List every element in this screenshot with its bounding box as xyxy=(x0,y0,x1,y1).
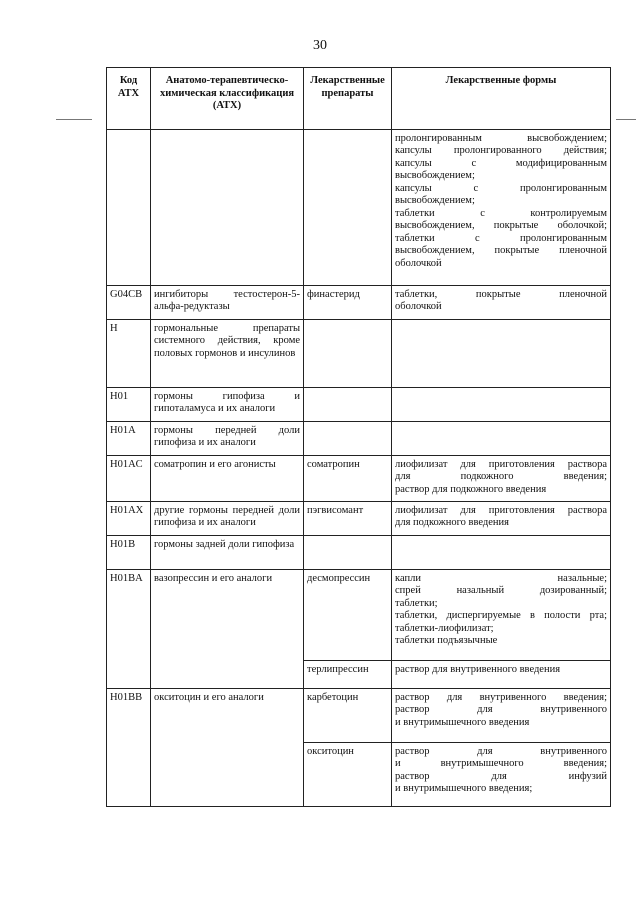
forms-cell xyxy=(392,660,611,688)
table-row xyxy=(107,285,611,319)
form-line: высвобождением; xyxy=(395,195,475,206)
form-line: высвобождением, покрытые оболочкой; xyxy=(395,220,607,231)
form-line: капсулы с модифицированным xyxy=(395,157,607,169)
drug-cell: терлипрессин xyxy=(304,660,392,688)
forms-cell xyxy=(392,569,611,660)
form-line: для подкожного введения xyxy=(395,517,509,528)
table-body xyxy=(107,129,611,806)
page-number: 30 xyxy=(313,38,327,53)
code-cell: G04CB xyxy=(107,285,151,319)
drug-cell: карбетоцин xyxy=(304,688,392,742)
code-cell xyxy=(107,129,151,285)
table-header-row xyxy=(107,68,611,130)
form-line: капсулы пролонгированного действия; xyxy=(395,145,607,156)
form-line: и внутримышечного введения; xyxy=(395,783,533,794)
header-drugs: Лекарственные препараты xyxy=(304,68,392,130)
forms-cell xyxy=(392,742,611,806)
drug-cell: соматропин xyxy=(304,455,392,501)
table-row xyxy=(107,501,611,535)
form-line: раствор для инфузий xyxy=(395,770,607,782)
code-cell: H01AX xyxy=(107,501,151,535)
form-line: лиофилизат для приготовления раствора xyxy=(395,504,607,516)
form-line: раствор для подкожного введения xyxy=(395,483,547,495)
code-cell: H xyxy=(107,319,151,387)
atx-table xyxy=(106,67,611,807)
forms-cell xyxy=(392,501,611,535)
table-row xyxy=(107,535,611,569)
classification-cell: вазопрессин и его аналоги xyxy=(151,569,304,688)
form-line: раствор для внутривенного введения xyxy=(395,663,561,675)
table-row xyxy=(107,421,611,455)
forms-cell xyxy=(392,421,611,455)
drug-cell: пэгвисомант xyxy=(304,501,392,535)
form-line: таблетки; xyxy=(395,597,438,609)
form-line: раствор для внутривенного xyxy=(395,745,607,757)
header-classification: Анатомо-терапевтическо-химическая классификация (АТХ) xyxy=(151,68,304,130)
drug-cell: финастерид xyxy=(304,285,392,319)
form-line: таблетки-лиофилизат; xyxy=(395,622,494,634)
classification-cell: соматропин и его агонисты xyxy=(151,455,304,501)
form-line: оболочкой xyxy=(395,301,442,312)
form-line: высвобождением, покрытые пленочной xyxy=(395,245,607,256)
classification-cell: окситоцин и его аналоги xyxy=(151,688,304,806)
form-line: оболочкой xyxy=(395,257,442,269)
header-forms: Лекарственные формы xyxy=(392,68,611,130)
drug-cell xyxy=(304,387,392,421)
form-line: и внутримышечного введения; xyxy=(395,758,607,769)
classification-cell: гормоны передней доли гипофиза и их аналоги xyxy=(151,421,304,455)
form-line: спрей назальный дозированный; xyxy=(395,585,607,596)
right-margin-mark xyxy=(616,119,636,120)
drug-cell xyxy=(304,535,392,569)
form-line: таблетки подъязычные xyxy=(395,635,498,646)
form-line: для подкожного введения; xyxy=(395,471,607,482)
classification-cell: другие гормоны передней доли гипофиза и их аналоги xyxy=(151,501,304,535)
form-line: лиофилизат для приготовления раствора xyxy=(395,458,607,470)
classification-cell: гормоны задней доли гипофиза xyxy=(151,535,304,569)
code-cell: H01AC xyxy=(107,455,151,501)
left-margin-mark xyxy=(56,119,92,120)
code-cell: H01A xyxy=(107,421,151,455)
form-line: раствор для внутривенного введения; xyxy=(395,691,607,703)
code-cell: H01B xyxy=(107,535,151,569)
form-line: капли назальные; xyxy=(395,572,607,584)
forms-cell xyxy=(392,688,611,742)
form-line: высвобождением; xyxy=(395,170,475,181)
form-line: и внутримышечного введения xyxy=(395,716,530,728)
form-line: капсулы с пролонгированным xyxy=(395,182,607,194)
form-line: таблетки, диспергируемые в полости рта; xyxy=(395,610,607,621)
drug-cell: окситоцин xyxy=(304,742,392,806)
drug-cell xyxy=(304,129,392,285)
form-line: пролонгированным высвобождением; xyxy=(395,132,607,144)
classification-cell: гормоны гипофиза и гипоталамуса и их аналоги xyxy=(151,387,304,421)
classification-cell xyxy=(151,129,304,285)
drug-cell xyxy=(304,421,392,455)
forms-cell xyxy=(392,129,611,285)
forms-cell xyxy=(392,535,611,569)
forms-cell xyxy=(392,387,611,421)
code-cell: H01BB xyxy=(107,688,151,806)
code-cell: H01BA xyxy=(107,569,151,688)
table-row xyxy=(107,129,611,285)
code-cell: H01 xyxy=(107,387,151,421)
table-row xyxy=(107,569,611,660)
forms-cell xyxy=(392,319,611,387)
drug-cell: десмопрессин xyxy=(304,569,392,660)
form-line: таблетки с пролонгированным xyxy=(395,232,607,244)
table-row xyxy=(107,319,611,387)
table-row xyxy=(107,387,611,421)
form-line: таблетки, покрытые пленочной xyxy=(395,288,607,300)
classification-cell: гормональные препараты системного действия, кроме половых гормонов и инсулинов xyxy=(151,319,304,387)
forms-cell xyxy=(392,285,611,319)
form-line: таблетки с контролируемым xyxy=(395,207,607,219)
form-line: раствор для внутривенного xyxy=(395,704,607,715)
table-row xyxy=(107,688,611,742)
table-row xyxy=(107,455,611,501)
forms-cell xyxy=(392,455,611,501)
header-code: Код АТХ xyxy=(107,68,151,130)
classification-cell: ингибиторы тестостерон-5-альфа-редуктазы xyxy=(151,285,304,319)
drug-cell xyxy=(304,319,392,387)
